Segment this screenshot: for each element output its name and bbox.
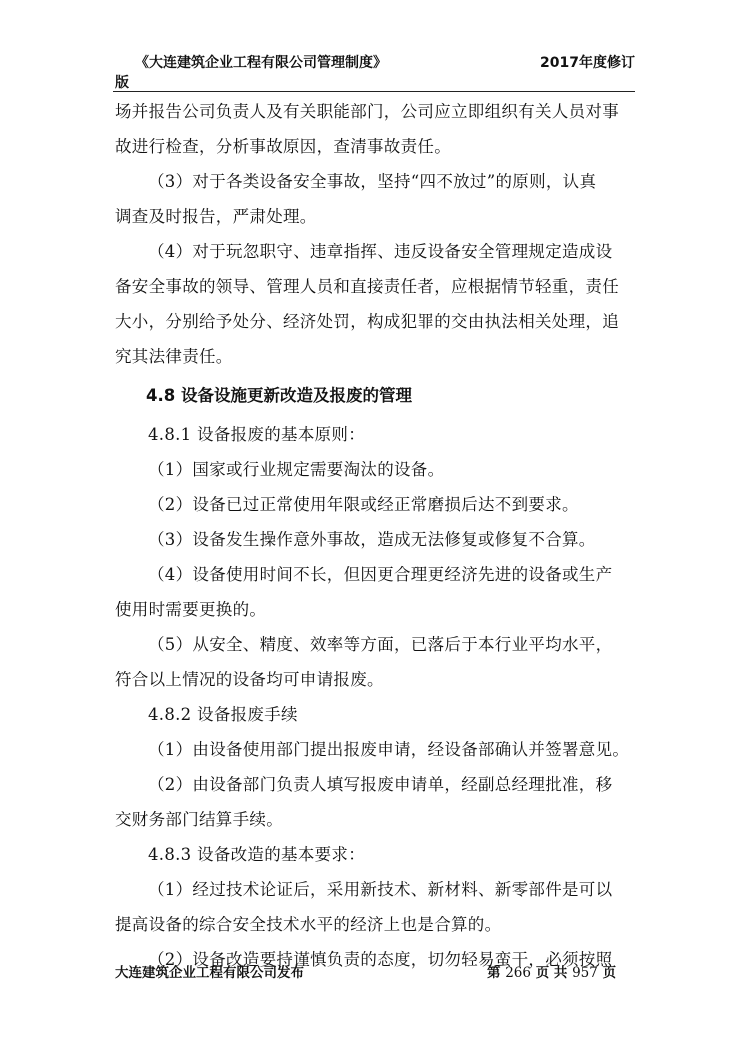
- subsection-heading: 4.8.3 设备改造的基本要求：: [148, 845, 366, 864]
- paragraph-line: 调查及时报告，严肃处理。: [115, 207, 317, 226]
- page-header: [115, 52, 635, 94]
- page-middle: 页 共: [535, 965, 568, 981]
- list-item: （2）设备改造要持谨慎负责的态度，切勿轻易蛮干，必须按照: [148, 950, 613, 969]
- subsection-heading: 4.8.2 设备报废手续: [148, 705, 298, 724]
- list-item: （1）国家或行业规定需要淘汰的设备。: [148, 460, 445, 479]
- current-page: 266: [505, 965, 531, 981]
- edition-label-continued: 版: [115, 75, 129, 91]
- paragraph-line: 场并报告公司负责人及有关职能部门，公司应立即组织有关人员对事: [115, 102, 619, 121]
- document-body: [115, 94, 635, 977]
- page-number: [487, 961, 616, 981]
- list-item: （2）由设备部门负责人填写报废申请单，经副总经理批准，移: [148, 775, 613, 794]
- header-divider: [113, 91, 635, 92]
- total-pages: 957: [572, 965, 598, 981]
- page-footer: [115, 961, 635, 985]
- publisher-label: 大连建筑企业工程有限公司发布: [115, 965, 304, 981]
- list-item: （2）设备已过正常使用年限或经正常磨损后达不到要求。: [148, 495, 579, 514]
- list-item-continued: 符合以上情况的设备均可申请报废。: [115, 670, 384, 689]
- list-item-continued: 使用时需要更换的。: [115, 600, 267, 619]
- page-prefix: 第: [487, 965, 501, 981]
- list-item: （1）由设备使用部门提出报废申请，经设备部确认并签署意见。: [148, 740, 630, 759]
- list-item-continued: 提高设备的综合安全技术水平的经济上也是合算的。: [115, 915, 502, 934]
- edition-label: 2017年度修订: [540, 55, 635, 71]
- list-item: （5）从安全、精度、效率等方面，已落后于本行业平均水平，: [148, 635, 613, 654]
- list-item: （4）设备使用时间不长，但因更合理更经济先进的设备或生产: [148, 565, 613, 584]
- page-suffix: 页: [602, 965, 617, 981]
- paragraph-line: 故进行检查，分析事故原因，查清事故责任。: [115, 137, 451, 156]
- paragraph-line: 究其法律责任。: [115, 347, 233, 366]
- section-heading: 4.8 设备设施更新改造及报废的管理: [146, 386, 412, 405]
- list-item: （1）经过技术论证后，采用新技术、新材料、新零部件是可以: [148, 880, 613, 899]
- paragraph-line: 备安全事故的领导、管理人员和直接责任者，应根据情节轻重，责任: [115, 277, 619, 296]
- list-item: （3）设备发生操作意外事故，造成无法修复或修复不合算。: [148, 530, 596, 549]
- document-title: 《大连建筑企业工程有限公司管理制度》: [135, 55, 387, 71]
- paragraph-line: （4）对于玩忽职守、违章指挥、违反设备安全管理规定造成设: [148, 242, 613, 261]
- paragraph-line: 大小，分别给予处分、经济处罚，构成犯罪的交由执法相关处理，追: [115, 312, 619, 331]
- paragraph-line: （3）对于各类设备安全事故，坚持“四不放过”的原则，认真: [148, 172, 597, 191]
- list-item-continued: 交财务部门结算手续。: [115, 810, 283, 829]
- subsection-heading: 4.8.1 设备报废的基本原则：: [148, 425, 366, 444]
